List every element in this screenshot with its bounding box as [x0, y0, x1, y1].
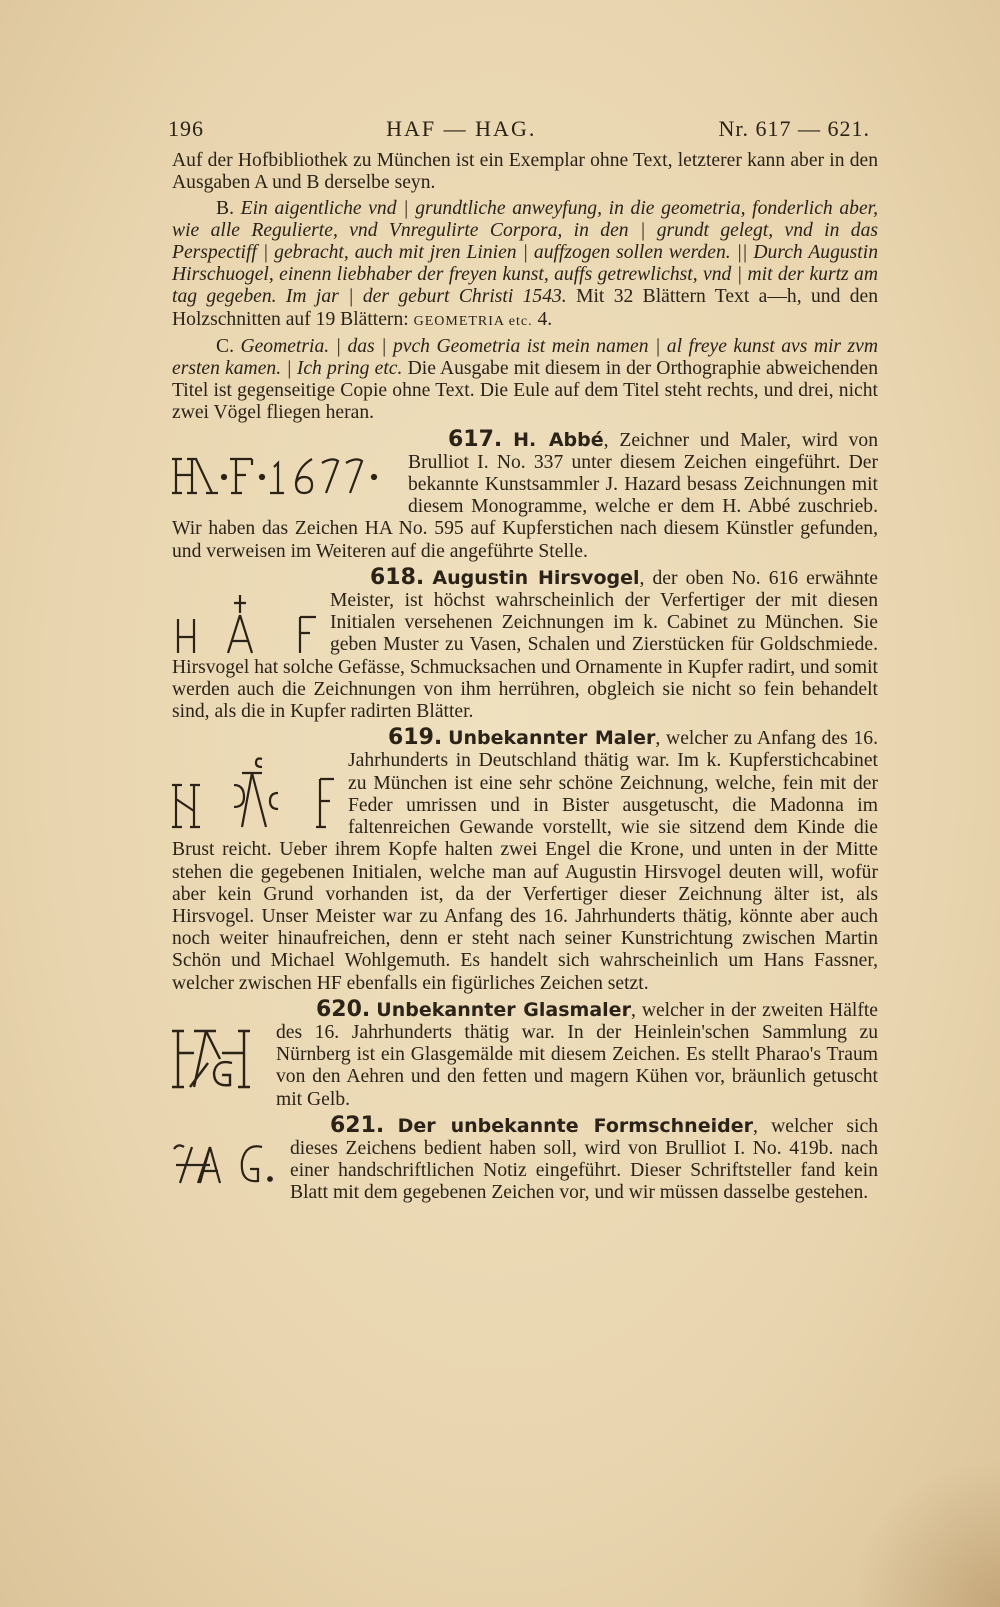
entry-number: 618.	[370, 564, 425, 590]
entry-text-content: , welcher in der zweiten Hälfte des 16. Jahrhunderts thätig war. In der Heinlein'schen Sammlung zu Nürnberg ist ein Glasgemälde mit diesem Zeichen. Es stellt Pharao's Traum von den Aehren und den fetten und magern Kühen vor, bräunlich getuscht mit Gelb.	[276, 999, 878, 1110]
entry-name: H. Abbé	[513, 428, 604, 451]
entry-618	[172, 564, 878, 723]
edition-c-title: Geometria. | das | pvch Geometria ist mein namen | al freye kunst avs mir zvm ersten kamen. | Ich pring etc.	[172, 335, 878, 380]
edition-b-title: Ein aigentliche vnd | grundtliche anweyfung, in die geometria, fonderlich aber, wie alle Regulierte, vnd Vnregulirte Corpora, in den | grundt gelegt, vnd in das Perspectiff | gebracht, auch mit jren Linien | auffzogen sollen werden. || Durch Augustin Hirschuogel, einenn liebhaber der freyen kunst, auffs getrewlichst, vnd | mit der kurtz am tag gegeben. Im jar | der geburt Christi 1543.	[172, 197, 879, 308]
entry-number: 621.	[330, 1112, 385, 1138]
paper-stain	[860, 1447, 1000, 1607]
edition-b-description: Mit 32 Blättern Text a—h, und den Holzschnitten auf 19 Blättern:	[172, 286, 878, 330]
monogram-621	[170, 1139, 280, 1187]
entry-name: Unbekannter Maler	[448, 727, 656, 750]
edition-c-label: C.	[216, 335, 234, 357]
entry-text-content: , welcher sich dieses Zeichens bedient haben soll, wird von Brulliot I. No. 419b. nach einer handschriftlichen Notiz eingeführt. Dieser Schriftsteller fand kein Blatt mit dem gegebenen Zeichen vor, und wir müssen dasselbe gestehen.	[290, 1115, 878, 1204]
monogram-618	[170, 591, 320, 655]
entry-text-content: , welcher zu Anfang des 16. Jahrhunderts in Deutschland thätig war. Im k. Kupferstichcabinet zu München ist eine sehr schöne Zeichnung, welche, fein mit der Feder umrissen und in Bister ausgetuscht, die Madonna im faltenreichen Gewande vorstellt, wie sie sitzend dem Kinde die Brust reicht. Ueber ihrem Kopfe halten zwei Engel die Krone, und unten in der Mitte stehen die gegebenen Initialen, welche man auf Augustin Hirsvogel deuten will, wofür aber kein Grund vorhanden ist, da der Verfertiger dieser Zeichnung älter ist, als Hirsvogel. Unser Meister war zu Anfang des 16. Jahrhunderts thätig, könnte aber auch noch weiter hinaufreichen, denn er steht nach seiner Kunstrichtung zwischen Martin Schön und Michael Wohlgemuth. Es handelt sich wahrscheinlich um Hans Fassner, welcher zwischen HF ebenfalls ein figürliches Zeichen setzt.	[172, 728, 878, 994]
entry-body	[172, 996, 878, 1111]
entry-text-content: , der oben No. 616 erwähnte Meister, ist höchst wahrscheinlich der Verfertiger der mit diesen Initialen versehenen Zeichnungen im k. Cabinet zu München. Sie geben Muster zu Vasen, Schalen und Zierstücken für Goldschmiede. Hirsvogel hat solche Gefässe, Schmucksachen und Ornamente in Kupfer radirt, und somit werden auch die Zeichnungen von ihm herrühren, obgleich sie nicht so fein behandelt sind, als die in Kupfer radirten Blätter.	[172, 567, 878, 723]
entry-name: Augustin Hirsvogel	[432, 566, 640, 589]
entry-620	[172, 996, 878, 1111]
edition-c-paragraph	[172, 336, 878, 425]
entry-name: Unbekannter Glasmaler	[376, 998, 631, 1021]
entry-617	[172, 426, 878, 563]
running-header	[168, 116, 878, 141]
edition-b-end: 4.	[537, 308, 553, 330]
running-head: HAF — HAG.	[386, 116, 537, 141]
entry-name: Der unbekannte Formschneider	[397, 1114, 753, 1137]
entry-number: 620.	[316, 996, 371, 1022]
page-number: 196	[168, 116, 204, 141]
entry-number: 617.	[448, 426, 503, 452]
edition-b-smallcaps: GEOMETRIA etc.	[413, 313, 533, 329]
entry-619	[172, 727, 878, 994]
edition-c-description: Die Ausgabe mit diesem in der Orthographie abweichenden Titel ist gegenseitige Copie ohne Text. Die Eule auf dem Titel steht rechts, und drei, nicht zwei Vögel fliegen heran.	[172, 358, 878, 424]
entry-text-content: , Zeichner und Maler, wird von Brulliot I. No. 337 unter diesem Zeichen eingeführt. Der bekannte Kunstsammler J. Hazard besass Zeichnungen mit diesem Monogramme, welche er dem H. Abbé zuschrieb. Wir haben das Zeichen HA No. 595 auf Kupferstichen nach diesem Künstler gefunden, und verweisen im Weiteren auf die angeführte Stelle.	[172, 429, 878, 562]
entry-621	[172, 1112, 878, 1205]
text-block	[168, 116, 879, 1205]
edition-b-paragraph	[172, 198, 878, 333]
edition-b-label: B.	[216, 197, 234, 219]
monogram-617	[170, 453, 398, 499]
intro-paragraph: Auf der Hofbibliothek zu München ist ein Exemplar ohne Text, letzterer kann aber in den Ausgaben A und B derselbe seyn.	[172, 150, 878, 194]
entry-range: Nr. 617 — 621.	[718, 116, 870, 141]
monogram-620	[170, 1023, 266, 1093]
monogram-619	[170, 751, 338, 835]
entry-number: 619.	[388, 725, 443, 751]
